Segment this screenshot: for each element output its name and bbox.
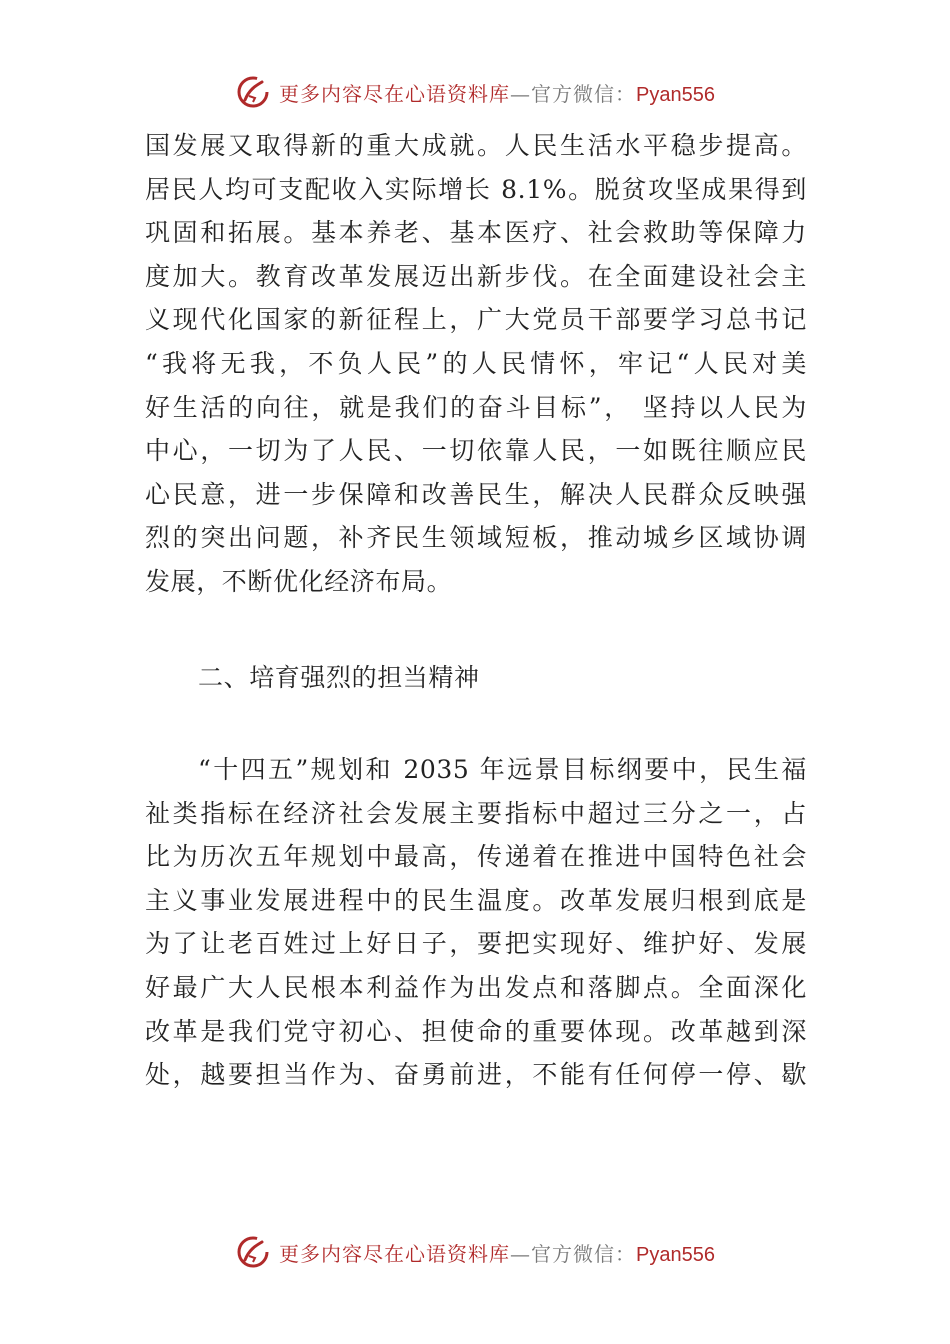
footer-watermark (0, 1230, 950, 1274)
watermark-separator: — (510, 81, 532, 106)
text-line: 为了让老百姓过上好日子，要把实现好、维护好、发展 (145, 929, 807, 959)
text-line: 主义事业发展进程中的民生温度。改革发展归根到底是 (145, 885, 807, 915)
watermark-brand: 更多内容尽在心语资料库 (279, 1241, 511, 1266)
brush-seal-icon (235, 1234, 271, 1270)
watermark-brand: 更多内容尽在心语资料库 (279, 81, 511, 106)
watermark-wechat-label: 官方微信： (531, 1241, 637, 1266)
text-line: 居民人均可支配收入实际增长 8.1%。脱贫攻坚成果得到 (145, 174, 807, 204)
watermark-wechat-id: Pyan556 (636, 1243, 715, 1266)
text-line: 改革是我们党守初心、担使命的重要体现。改革越到深 (145, 1016, 807, 1046)
watermark-text (279, 1238, 715, 1267)
text-line: 心民意，进一步保障和改善民生，解决人民群众反映强 (145, 479, 807, 509)
watermark-text (279, 78, 715, 107)
text-line: 巩固和拓展。基本养老、基本医疗、社会救助等保障力 (145, 218, 807, 248)
paragraph-2 (145, 748, 807, 1097)
text-line: 好生活的向往，就是我们的奋斗目标”， 坚持以人民为 (145, 392, 807, 422)
brush-seal-icon (235, 74, 271, 110)
text-line: “十四五”规划和 2035 年远景目标纲要中，民生福 (198, 755, 807, 784)
text-line: 国发展又取得新的重大成就。人民生活水平稳步提高。 (145, 131, 807, 160)
text-line: 处，越要担当作为、奋勇前进，不能有任何停一停、歇 (145, 1060, 807, 1090)
watermark-wechat-id: Pyan556 (636, 83, 715, 106)
text-line: 好最广大人民根本利益作为出发点和落脚点。全面深化 (145, 972, 807, 1002)
text-line: 义现代化国家的新征程上，广大党员干部要学习总书记 (145, 305, 807, 335)
text-line: “我将无我，不负人民”的人民情怀，牢记“人民对美 (145, 348, 807, 378)
watermark-separator: — (510, 1241, 532, 1266)
paragraph-1 (145, 124, 807, 604)
text-line: 中心，一切为了人民、一切依靠人民，一如既往顺应民 (145, 436, 807, 466)
watermark-wechat-label: 官方微信： (531, 81, 637, 106)
section-heading: 二、培育强烈的担当精神 (198, 663, 480, 692)
header-watermark (0, 70, 950, 114)
text-line: 发展，不断优化经济布局。 (145, 566, 453, 596)
text-line: 祉类指标在经济社会发展主要指标中超过三分之一，占 (145, 798, 807, 828)
text-line: 度加大。教育改革发展迈出新步伐。在全面建设社会主 (145, 261, 807, 291)
text-line: 比为历次五年规划中最高，传递着在推进中国特色社会 (145, 842, 807, 872)
text-line: 烈的突出问题，补齐民生领域短板，推动城乡区域协调 (145, 523, 807, 553)
